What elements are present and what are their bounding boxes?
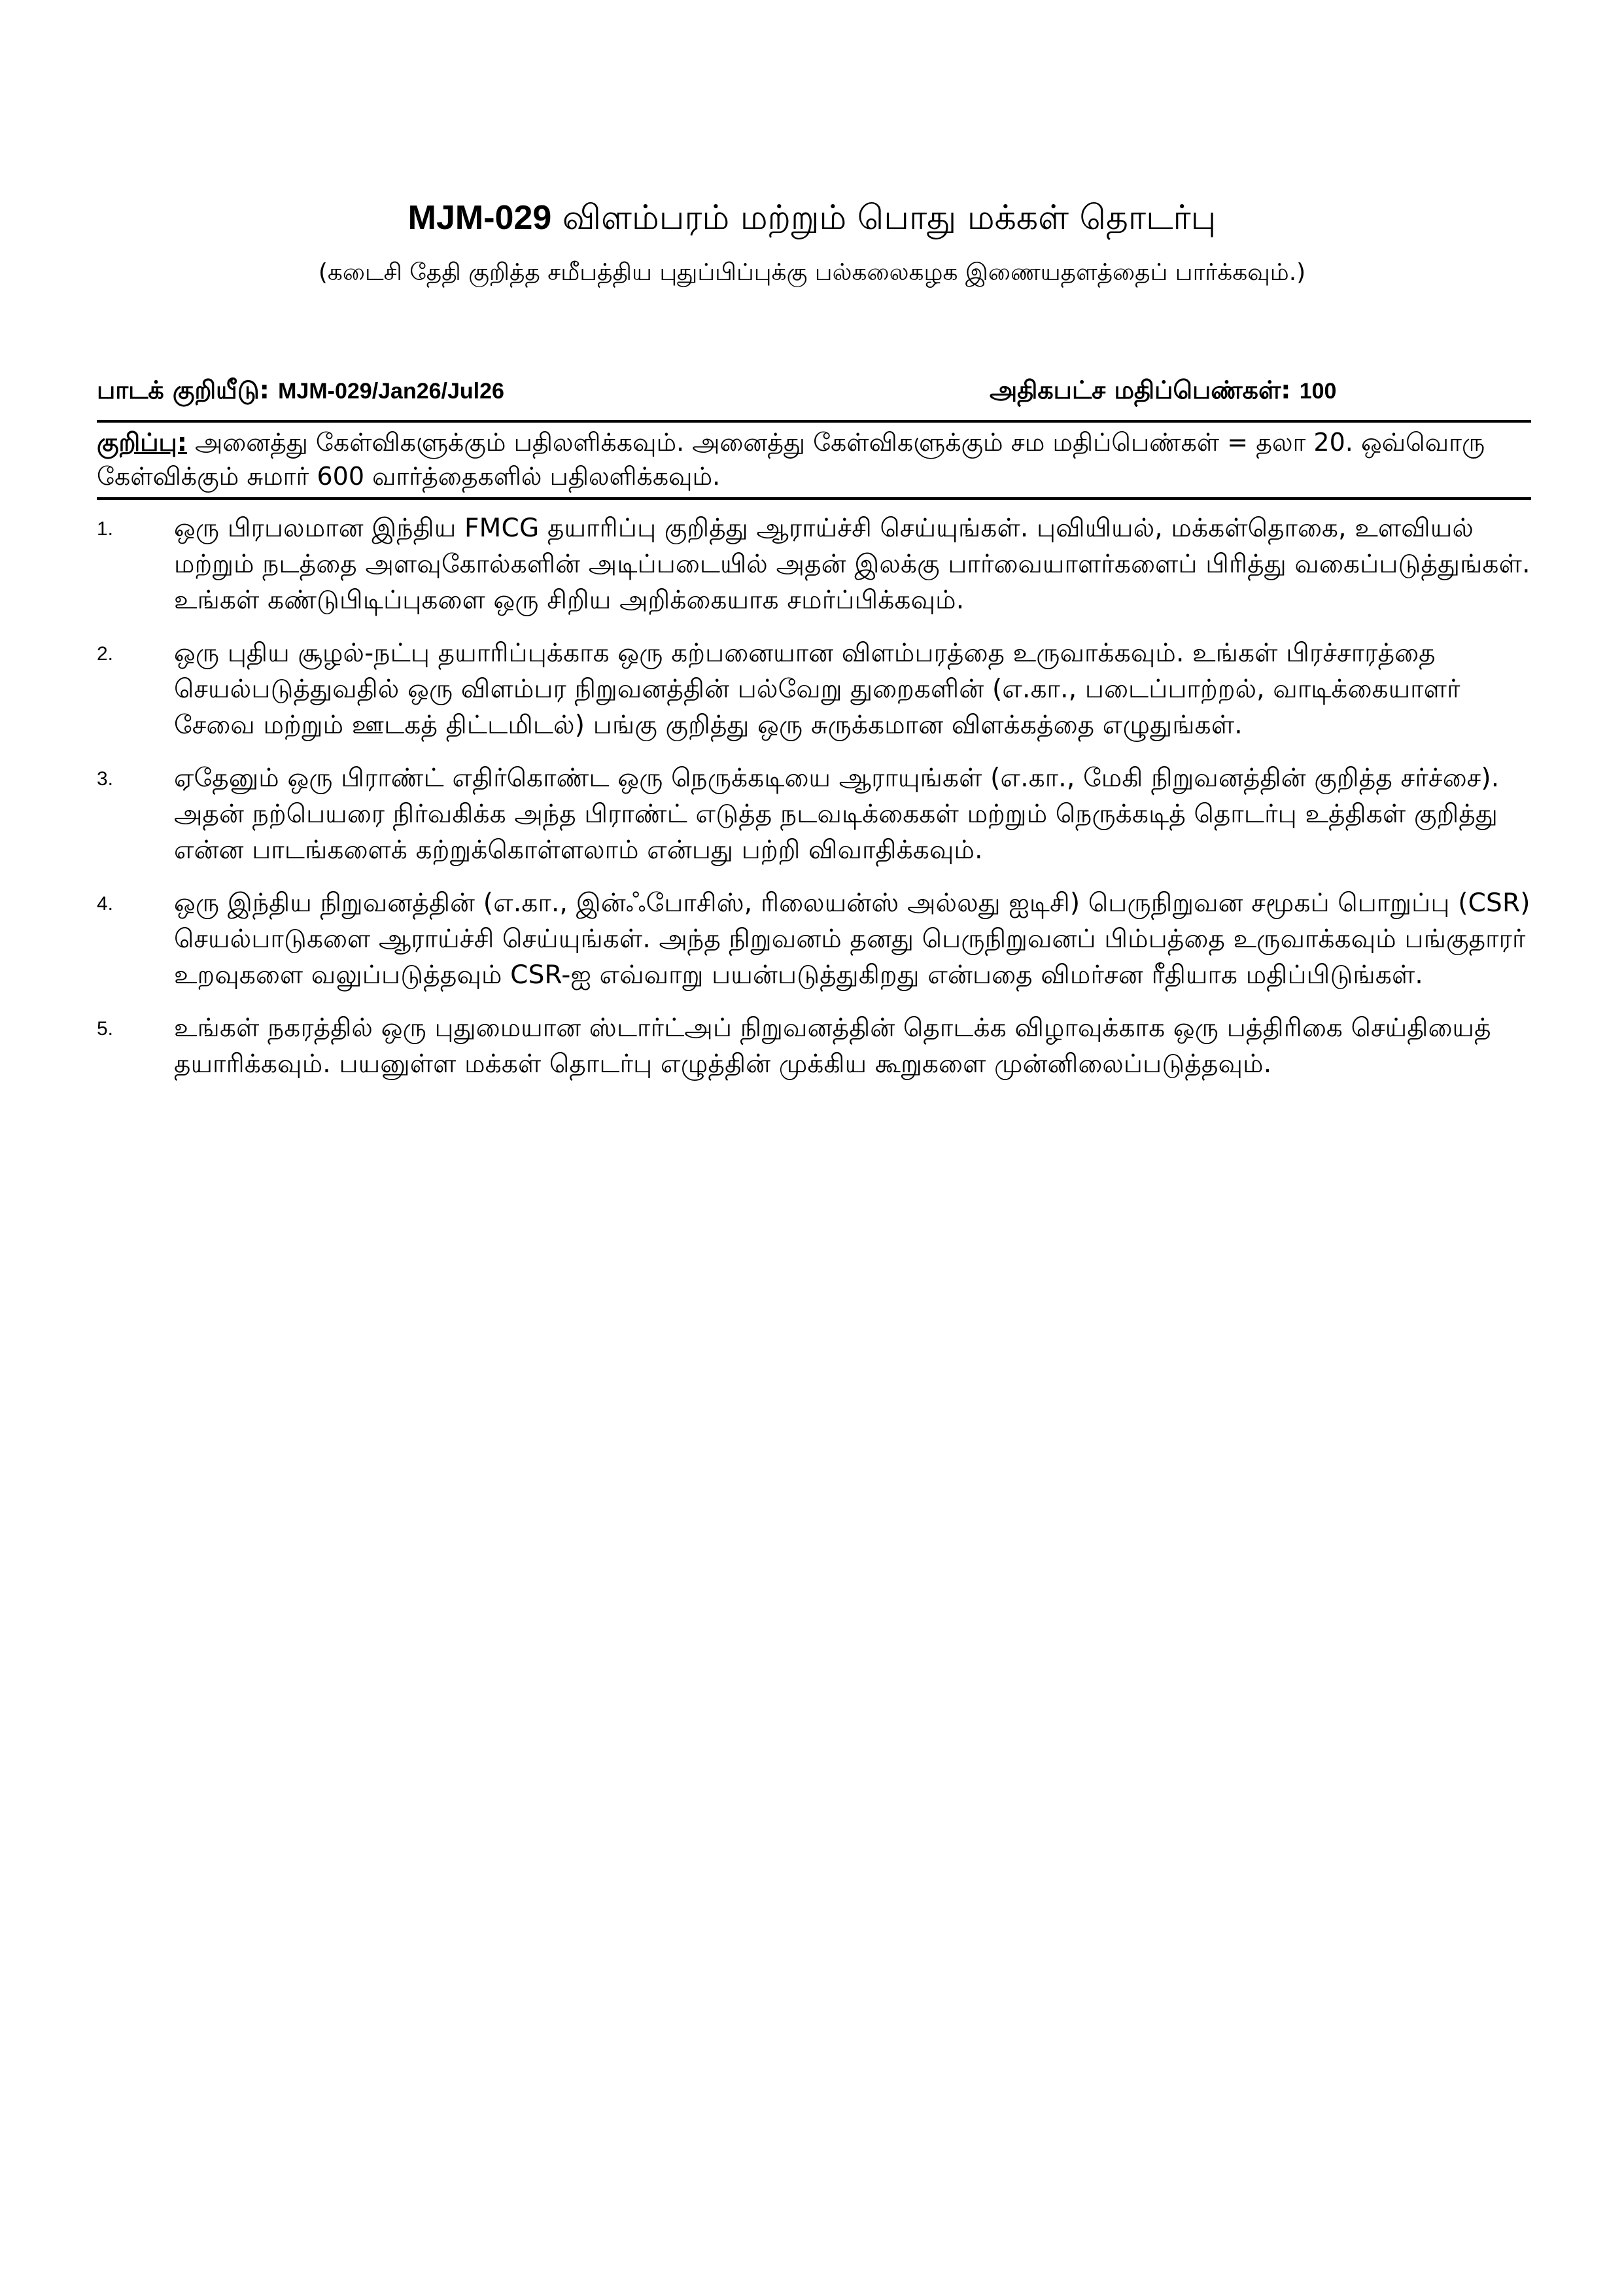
page-subtitle: (கடைசி தேதி குறித்த சமீபத்திய புதுப்பிப்புக்கு பல்கலைகழக இணையதளத்தைப் பார்க்கவும்.) [318, 259, 1306, 286]
question-number: 2. [97, 643, 114, 665]
note-label: குறிப்பு: [97, 428, 187, 457]
question-item [97, 760, 1531, 868]
divider-top [97, 420, 1531, 423]
question-text: ஒரு புதிய சூழல்-நட்பு தயாரிப்புக்காக ஒரு கற்பனையான விளம்பரத்தை உருவாக்கவும். உங்கள் பிரச்சாரத்தை செயல்படுத்துவதில் ஒரு விளம்பர நிறுவனத்தின் பல்வேறு துறைகளின் (எ.கா., படைப்பாற்றல், வாடிக்கையாளர் சேவை மற்றும் ஊடகத் திட்டமிடல்) பங்கு குறித்து ஒரு சுருக்கமான விளக்கத்தை எழுதுங்கள். [174, 639, 1460, 740]
course-code: MJM-029 [407, 199, 552, 237]
question-item [97, 635, 1531, 743]
question-number: 3. [97, 768, 114, 790]
course-code-label: பாடக் குறியீடு: [97, 376, 269, 404]
divider-bottom [97, 497, 1531, 500]
question-text: உங்கள் நகரத்தில் ஒரு புதுமையான ஸ்டார்ட்அப் நிறுவனத்தின் தொடக்க விழாவுக்காக ஒரு பத்திரிகை செய்தியைத் தயாரிக்கவும். பயனுள்ள மக்கள் தொடர்பு எழுத்தின் முக்கிய கூறுகளை முன்னிலைப்படுத்தவும். [174, 1013, 1491, 1079]
question-number: 5. [97, 1018, 114, 1040]
course-code-value: MJM-029/Jan26/Jul26 [278, 379, 504, 404]
max-marks-label: அதிகபட்ச மதிப்பெண்கள்: [990, 376, 1291, 404]
question-text: ஏதேனும் ஒரு பிராண்ட் எதிர்கொண்ட ஒரு நெருக்கடியை ஆராயுங்கள் (எ.கா., மேகி நிறுவனத்தின் குறித்த சர்ச்சை). அதன் நற்பெயரை நிர்வகிக்க அந்த பிராண்ட் எடுத்த நடவடிக்கைகள் மற்றும் நெருக்கடித் தொடர்பு உத்திகள் குறித்து என்ன பாடங்களைக் கற்றுக்கொள்ளலாம் என்பது பற்றி விவாதிக்கவும். [174, 763, 1500, 865]
question-item [97, 885, 1531, 993]
question-text: ஒரு இந்திய நிறுவனத்தின் (எ.கா., இன்ஃபோசிஸ், ரிலையன்ஸ் அல்லது ஐடிசி) பெருநிறுவன சமூகப் பொறுப்பு (CSR) செயல்பாடுகளை ஆராய்ச்சி செய்யுங்கள். அந்த நிறுவனம் தனது பெருநிறுவனப் பிம்பத்தை உருவாக்கவும் பங்குதாரர் உறவுகளை வலுப்படுத்தவும் CSR-ஐ எவ்வாறு பயன்படுத்துகிறது என்பதை விமர்சன ரீதியாக மதிப்பிடுங்கள். [174, 888, 1530, 990]
course-code-field [97, 370, 504, 411]
max-marks-field [990, 370, 1336, 411]
page-title [0, 195, 1624, 241]
question-item [97, 1010, 1531, 1082]
instruction-note [97, 425, 1531, 493]
meta-row [97, 370, 1530, 410]
question-text: ஒரு பிரபலமான இந்திய FMCG தயாரிப்பு குறித்து ஆராய்ச்சி செய்யுங்கள். புவியியல், மக்கள்தொகை, உளவியல் மற்றும் நடத்தை அளவுகோல்களின் அடிப்படையில் அதன் இலக்கு பார்வையாளர்களைப் பிரித்து வகைப்படுத்துங்கள். உங்கள் கண்டுபிடிப்புகளை ஒரு சிறிய அறிக்கையாக சமர்ப்பிக்கவும். [174, 514, 1530, 615]
note-text: அனைத்து கேள்விகளுக்கும் பதிலளிக்கவும். அனைத்து கேள்விகளுக்கும் சம மதிப்பெண்கள் = தலா 20. ஒவ்வொரு கேள்விக்கும் சுமார் 600 வார்த்தைகளில் பதிலளிக்கவும். [97, 428, 1485, 491]
course-title: விளம்பரம் மற்றும் பொது மக்கள் தொடர்பு [562, 198, 1217, 237]
question-list [97, 510, 1531, 1099]
question-number: 1. [97, 518, 114, 540]
question-number: 4. [97, 893, 114, 915]
question-item [97, 510, 1531, 618]
max-marks-value: 100 [1299, 379, 1337, 404]
